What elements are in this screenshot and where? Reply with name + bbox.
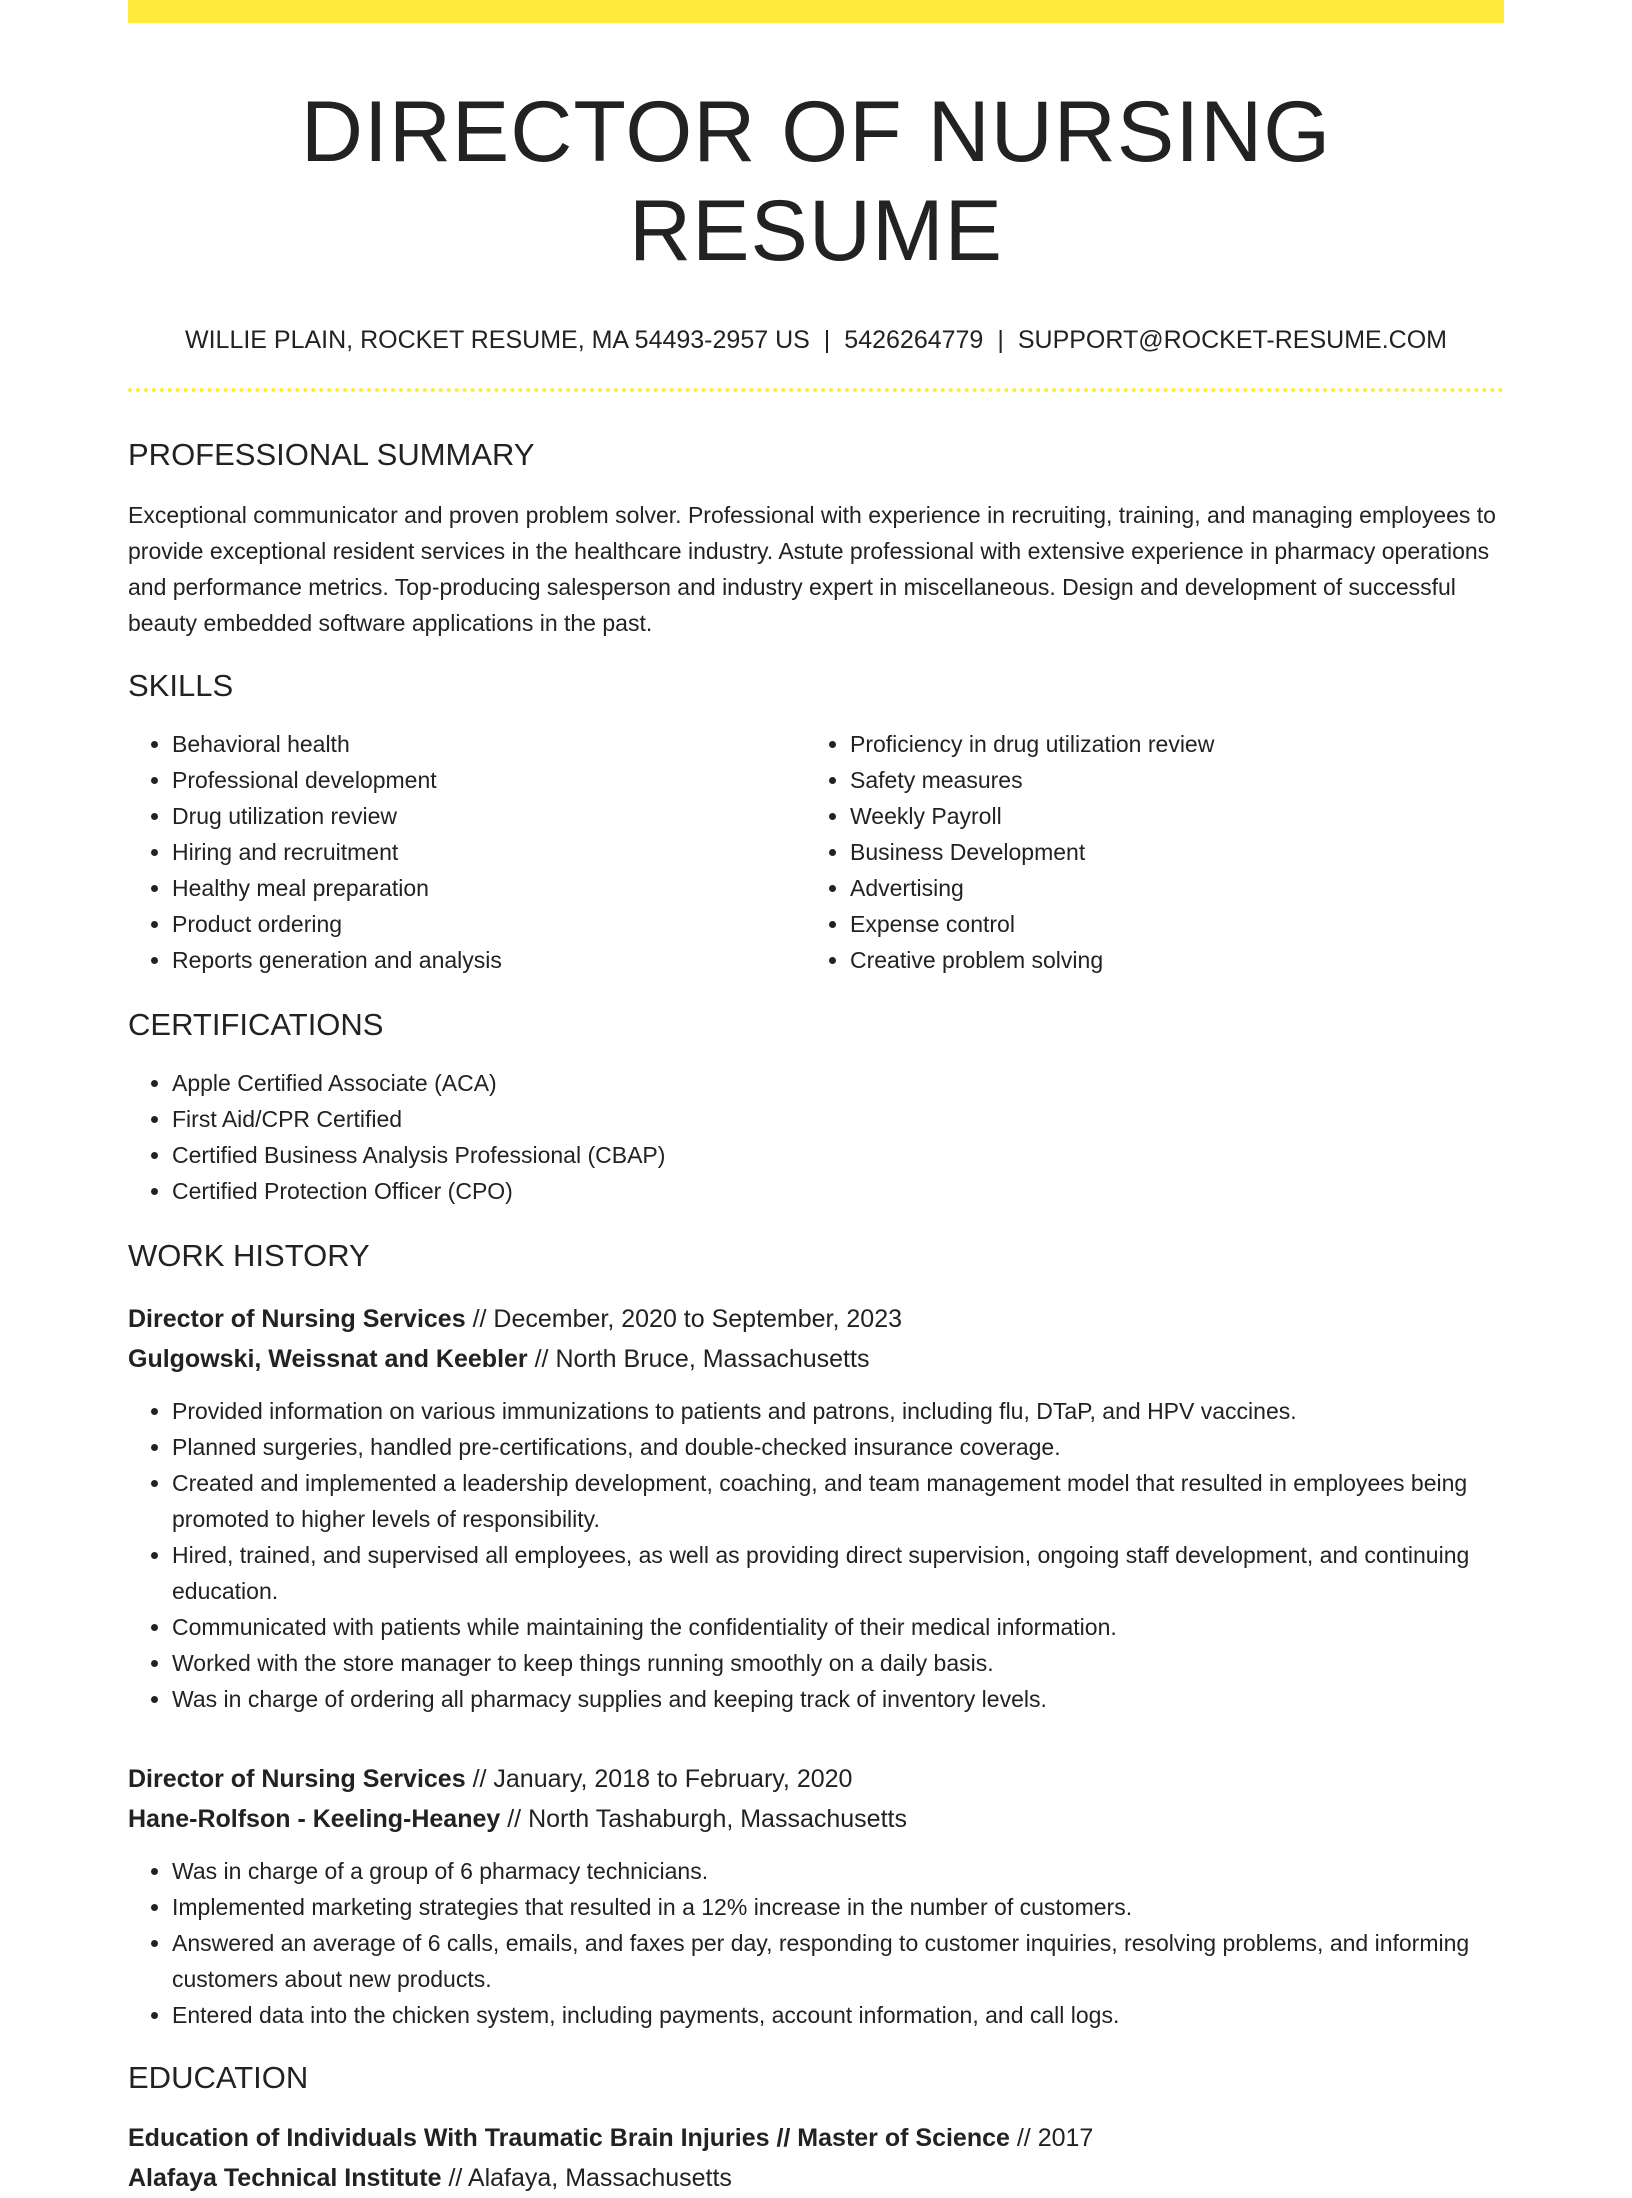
certification-item: • First Aid/CPR Certified xyxy=(172,1101,1504,1137)
education-heading: EDUCATION xyxy=(128,2059,309,2095)
contact-email: SUPPORT@ROCKET-RESUME.COM xyxy=(1017,325,1447,354)
contact-line xyxy=(128,323,1504,358)
skill-item: • Proficiency in drug utilization review xyxy=(850,726,1484,762)
skill-item: • Safety measures xyxy=(850,762,1484,798)
job-company: Gulgowski, Weissnat and Keebler xyxy=(128,1344,528,1373)
resume-page xyxy=(128,0,1504,2198)
certification-item: • Certified Protection Officer (CPO) xyxy=(172,1173,1504,1209)
skills-column-left xyxy=(128,726,806,978)
contact-separator: | xyxy=(823,325,831,354)
job-entry xyxy=(128,1299,1504,1717)
resume-title: DIRECTOR OF NURSING RESUME xyxy=(300,84,1332,279)
skill-item: • Weekly Payroll xyxy=(850,798,1484,834)
skills-grid xyxy=(128,726,1504,978)
work-history-list xyxy=(128,1299,1504,2033)
skill-item: • Healthy meal preparation xyxy=(172,870,806,906)
education-school-line xyxy=(128,2158,1504,2198)
job-bullet: • Hired, trained, and supervised all employees, as well as providing direct supervision, ongoing staff development, and continuing education. xyxy=(172,1537,1504,1609)
job-title: Director of Nursing Services xyxy=(128,1304,466,1333)
certification-item: • Apple Certified Associate (ACA) xyxy=(172,1065,1504,1101)
work-history-heading: WORK HISTORY xyxy=(128,1238,370,1274)
job-bullet: • Provided information on various immunizations to patients and patrons, including flu, DTaP, and HPV vaccines. xyxy=(172,1393,1504,1429)
job-location: // North Bruce, Massachusetts xyxy=(527,1344,870,1373)
contact-phone: 5426264779 xyxy=(844,325,984,354)
skill-item: • Professional development xyxy=(172,762,806,798)
contact-separator: | xyxy=(997,325,1004,354)
skills-heading: SKILLS xyxy=(128,667,234,703)
job-location: // North Tashaburgh, Massachusetts xyxy=(500,1804,907,1833)
education-list xyxy=(128,2118,1504,2198)
job-bullet: • Answered an average of 6 calls, emails, and faxes per day, responding to customer inquiries, resolving problems, and informing customers about new products. xyxy=(172,1925,1504,1997)
skill-item: • Expense control xyxy=(850,906,1484,942)
skill-item: • Behavioral health xyxy=(172,726,806,762)
skill-item: • Reports generation and analysis xyxy=(172,942,806,978)
certifications-heading: CERTIFICATIONS xyxy=(128,1007,384,1043)
job-bullets xyxy=(128,1393,1504,1717)
job-bullet: • Planned surgeries, handled pre-certifications, and double-checked insurance coverage. xyxy=(172,1429,1504,1465)
education-degree-line xyxy=(128,2118,1504,2158)
education-degree: Education of Individuals With Traumatic Brain Injuries // Master of Science xyxy=(128,2123,1010,2152)
job-bullet: • Was in charge of ordering all pharmacy supplies and keeping track of inventory levels. xyxy=(172,1681,1504,1717)
job-title-line xyxy=(128,1759,1504,1799)
education-school: Alafaya Technical Institute xyxy=(128,2163,442,2192)
job-bullets xyxy=(128,1853,1504,2033)
job-title: Director of Nursing Services xyxy=(128,1764,466,1793)
job-entry xyxy=(128,1759,1504,2033)
job-company-line xyxy=(128,1339,1504,1379)
job-bullet: • Communicated with patients while maintaining the confidentiality of their medical information. xyxy=(172,1609,1504,1645)
accent-top-bar xyxy=(128,0,1504,23)
skill-item: • Drug utilization review xyxy=(172,798,806,834)
job-company-line xyxy=(128,1799,1504,1839)
summary-text: Exceptional communicator and proven problem solver. Professional with experience in recruiting, training, and managing employees to provide exceptional resident services in the healthcare industry. Astute professional with extensive experience in pharmacy operations and performance metrics. Top-producing salesperson and industry expert in miscellaneous. Design and development of successful beauty embedded software applications in the past. xyxy=(128,501,1496,636)
skill-item: • Advertising xyxy=(850,870,1484,906)
job-bullet: • Implemented marketing strategies that resulted in a 12% increase in the number of customers. xyxy=(172,1889,1504,1925)
certification-item: • Certified Business Analysis Professional (CBAP) xyxy=(172,1137,1504,1173)
education-location: // Alafaya, Massachusetts xyxy=(441,2163,732,2192)
job-bullet: • Entered data into the chicken system, including payments, account information, and call logs. xyxy=(172,1997,1504,2033)
summary-heading: PROFESSIONAL SUMMARY xyxy=(128,436,535,472)
dotted-divider xyxy=(128,388,1504,392)
skills-list-left xyxy=(128,726,806,978)
skills-list-right xyxy=(806,726,1484,978)
skill-item: • Creative problem solving xyxy=(850,942,1484,978)
job-bullet: • Created and implemented a leadership development, coaching, and team management model that resulted in employees being promoted to higher levels of responsibility. xyxy=(172,1465,1504,1537)
job-bullet: • Was in charge of a group of 6 pharmacy technicians. xyxy=(172,1853,1504,1889)
job-title-line xyxy=(128,1299,1504,1339)
job-dates: // December, 2020 to September, 2023 xyxy=(465,1304,903,1333)
job-bullet: • Worked with the store manager to keep things running smoothly on a daily basis. xyxy=(172,1645,1504,1681)
skills-column-right xyxy=(806,726,1484,978)
job-company: Hane-Rolfson - Keeling-Heaney xyxy=(128,1804,501,1833)
skill-item: • Product ordering xyxy=(172,906,806,942)
skill-item: • Hiring and recruitment xyxy=(172,834,806,870)
skill-item: • Business Development xyxy=(850,834,1484,870)
certifications-list xyxy=(128,1065,1504,1209)
contact-address: WILLIE PLAIN, ROCKET RESUME, MA 54493-2957 US xyxy=(185,325,810,354)
job-dates: // January, 2018 to February, 2020 xyxy=(465,1764,853,1793)
education-year: // 2017 xyxy=(1009,2123,1094,2152)
